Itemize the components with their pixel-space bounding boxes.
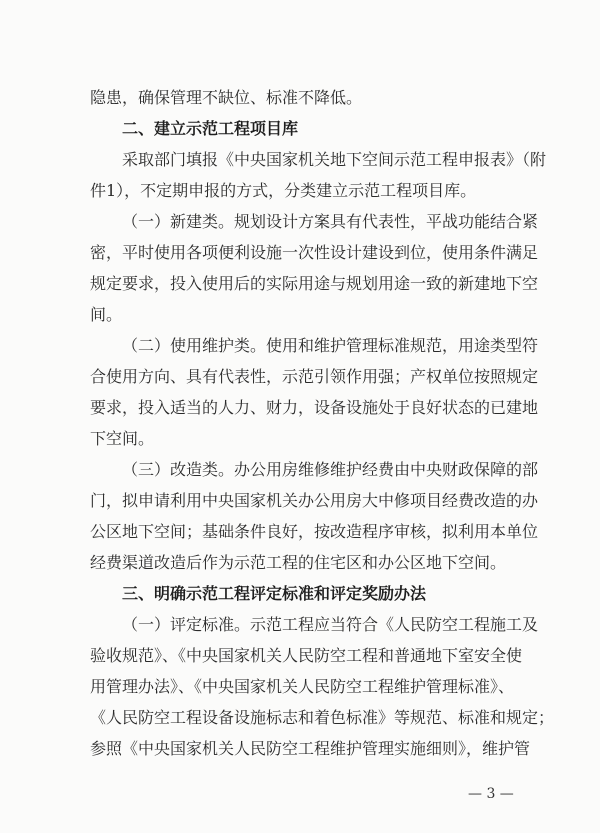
- text-line: 用管理办法》、《中央国家机关人民防空工程维护管理标准》、: [90, 677, 515, 696]
- text-line: 验收规范》、《中央国家机关人民防空工程和普通地下室安全使: [90, 646, 523, 665]
- text-line: 隐患，确保管理不缺位、标准不降低。: [90, 88, 363, 107]
- text-line: 采取部门填报《中央国家机关地下空间示范工程申报表》（附: [122, 150, 547, 169]
- text-line: 密，平时使用各项便利设施一次性设计建设到位，使用条件满足: [90, 243, 539, 262]
- text-line: 门，拟申请利用中央国家机关办公用房大中修项目经费改造的办: [90, 491, 539, 510]
- text-line: 公区地下空间；基础条件良好，按改造程序审核，拟利用本单位: [90, 522, 539, 541]
- text-line: 要求，投入适当的人力、财力，设备设施处于良好状态的已建地: [90, 398, 539, 417]
- section-heading: 三、明确示范工程评定标准和评定奖励办法: [122, 584, 427, 603]
- section-heading: 二、建立示范工程项目库: [122, 119, 299, 138]
- text-line: 下空间。: [90, 429, 155, 448]
- text-line: 参照《中央国家机关人民防空工程维护管理实施细则》，维护管: [90, 739, 531, 758]
- text-line: （二）使用维护类。使用和维护管理标准规范，用途类型符: [122, 336, 539, 355]
- text-line: （一）新建类。规划设计方案具有代表性，平战功能结合紧: [122, 212, 539, 231]
- text-line: 《人民防空工程设备设施标志和着色标准》等规范、标准和规定；: [90, 708, 555, 727]
- text-line: 间。: [90, 305, 123, 324]
- page-number: — 3 —: [468, 786, 514, 802]
- text-line: 件1），不定期申报的方式，分类建立示范工程项目库。: [90, 181, 477, 200]
- text-line: （三）改造类。办公用房维修维护经费由中央财政保障的部: [122, 460, 539, 479]
- text-line: 经费渠道改造后作为示范工程的住宅区和办公区地下空间。: [90, 553, 507, 572]
- text-line: 规定要求，投入使用后的实际用途与规划用途一致的新建地下空: [90, 274, 539, 293]
- text-line: （一）评定标准。示范工程应当符合《人民防空工程施工及: [122, 615, 539, 634]
- text-line: 合使用方向、具有代表性，示范引领作用强；产权单位按照规定: [90, 367, 539, 386]
